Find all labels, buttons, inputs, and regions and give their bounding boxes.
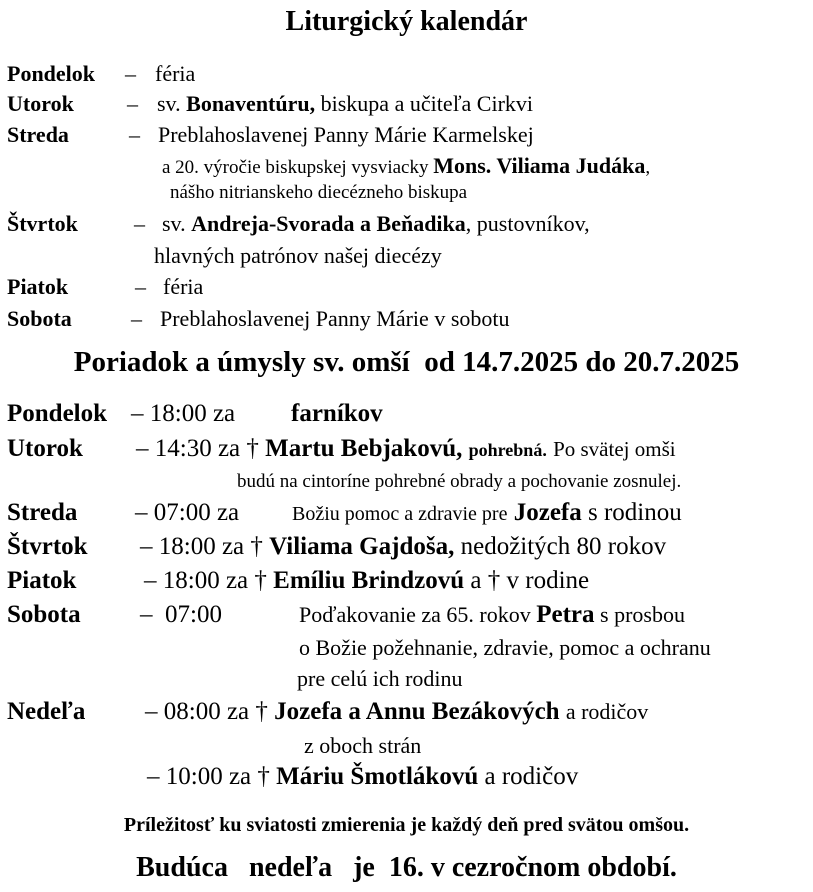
mass-intention-tuesday: – 14:30 za † Martu Bebjakovú, pohrebná. Po svätej omši: [136, 435, 676, 462]
mass-time-wednesday: – 07:00 za: [135, 499, 240, 526]
mass-time-saturday: – 07:00: [140, 601, 222, 628]
calendar-day-tuesday: Utorok: [7, 91, 74, 116]
mass-intention-saturday: Poďakovanie za 65. rokov Petra s prosbou: [299, 601, 685, 628]
mass-day-friday: Piatok: [7, 567, 77, 594]
calendar-text-wednesday: Preblahoslavenej Panny Márie Karmelskej: [158, 122, 534, 147]
mass-day-saturday: Sobota: [7, 601, 81, 628]
calendar-text-saturday: Preblahoslavenej Panny Márie v sobotu: [160, 306, 510, 331]
mass-day-tuesday: Utorok: [7, 435, 83, 462]
calendar-text-wednesday-3: nášho nitrianskeho diecézneho biskupa: [170, 182, 468, 203]
mass-schedule-title: Poriadok a úmysly sv. omší od 14.7.2025 do 20.7.2025: [73, 346, 740, 378]
calendar-dash: –: [127, 91, 138, 116]
mass-intention-sunday-1b: z oboch strán: [304, 733, 422, 758]
mass-intention-monday: farníkov: [291, 400, 383, 427]
calendar-dash: –: [135, 274, 146, 299]
calendar-dash: –: [125, 61, 136, 86]
calendar-dash: –: [129, 122, 140, 147]
calendar-text-wednesday-2: a 20. výročie biskupskej vysviacky Mons. Viliama Judáka,: [162, 153, 651, 178]
mass-day-monday: Pondelok: [7, 400, 108, 427]
mass-day-thursday: Štvrtok: [7, 533, 88, 560]
calendar-day-thursday: Štvrtok: [7, 211, 78, 236]
mass-intention-tuesday-2: budú na cintoríne pohrebné obrady a pochovanie zosnulej.: [237, 471, 682, 492]
calendar-dash: –: [134, 211, 145, 236]
mass-day-wednesday: Streda: [7, 499, 78, 526]
mass-intention-saturday-3: pre celú ich rodinu: [297, 666, 463, 691]
calendar-text-tuesday: sv. Bonaventúru, biskupa a učiteľa Cirkvi: [157, 91, 534, 116]
calendar-dash: –: [131, 306, 142, 331]
calendar-text-thursday: sv. Andreja-Svorada a Beňadika, pustovníkov,: [162, 211, 590, 236]
mass-intention-friday: – 18:00 za † Emíliu Brindzovú a † v rodine: [144, 567, 590, 594]
calendar-day-monday: Pondelok: [7, 61, 96, 86]
calendar-day-wednesday: Streda: [7, 122, 69, 147]
calendar-day-saturday: Sobota: [7, 306, 72, 331]
mass-intention-sunday-1: – 08:00 za † Jozefa a Annu Bezákových a rodičov: [145, 698, 649, 725]
mass-day-sunday: Nedeľa: [7, 698, 86, 725]
confession-note: Príležitosť ku sviatosti zmierenia je každý deň pred svätou omšou.: [123, 814, 690, 836]
calendar-text-friday: féria: [163, 274, 204, 299]
mass-intention-wednesday: Božiu pomoc a zdravie pre Jozefa s rodinou: [292, 499, 682, 526]
calendar-day-friday: Piatok: [7, 274, 69, 299]
liturgical-calendar-title: Liturgický kalendár: [285, 6, 528, 37]
next-sunday-note: Budúca nedeľa je 16. v cezročnom období.: [136, 852, 677, 883]
calendar-text-thursday-2: hlavných patrónov našej diecézy: [154, 243, 442, 268]
mass-intention-saturday-2: o Božie požehnanie, zdravie, pomoc a ochranu: [299, 635, 711, 660]
mass-intention-sunday-2: – 10:00 za † Máriu Šmotlákovú a rodičov: [147, 763, 579, 790]
mass-intention-thursday: – 18:00 za † Viliama Gajdoša, nedožitých 80 rokov: [140, 533, 667, 560]
mass-time-monday: – 18:00 za: [131, 400, 236, 427]
calendar-text-monday: féria: [155, 61, 196, 86]
